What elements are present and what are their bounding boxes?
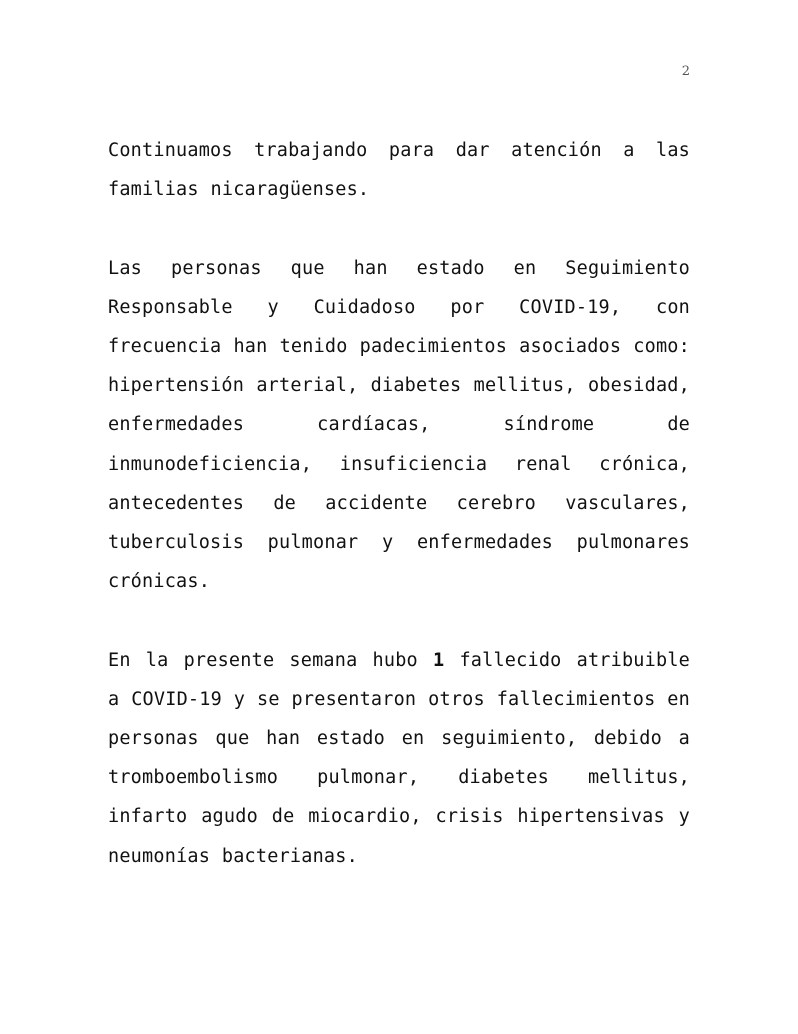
- paragraph-comorbidities: Las personas que han estado en Seguimiento Responsable y Cuidadoso por COVID-19, con frecuencia han tenido padecimientos asociados como: hipertensión arterial, diabetes mellitus, obesidad, enfermedades cardíacas, síndrome de inmunodeficiencia, insuficiencia renal crónica, antecedentes de accidente cerebro vasculares, tuberculosis pulmonar y enfermedades pulmonares crónicas.: [108, 257, 690, 593]
- deaths-count: 1: [433, 649, 445, 671]
- document-body: [108, 131, 690, 915]
- paragraph-deaths: [108, 641, 690, 876]
- deaths-text-after: fallecido atribuible a COVID-19 y se presentaron otros fallecimientos en personas que han estado en seguimiento, debido a tromboembolismo pulmonar, diabetes mellitus, infarto agudo de miocardio, crisis hipertensivas y neumonías bacterianas.: [108, 649, 690, 867]
- page-number: 2: [681, 64, 690, 79]
- deaths-text-before: En la presente semana hubo: [108, 649, 433, 671]
- paragraph-intro: Continuamos trabajando para dar atención a las familias nicaragüenses.: [108, 140, 690, 201]
